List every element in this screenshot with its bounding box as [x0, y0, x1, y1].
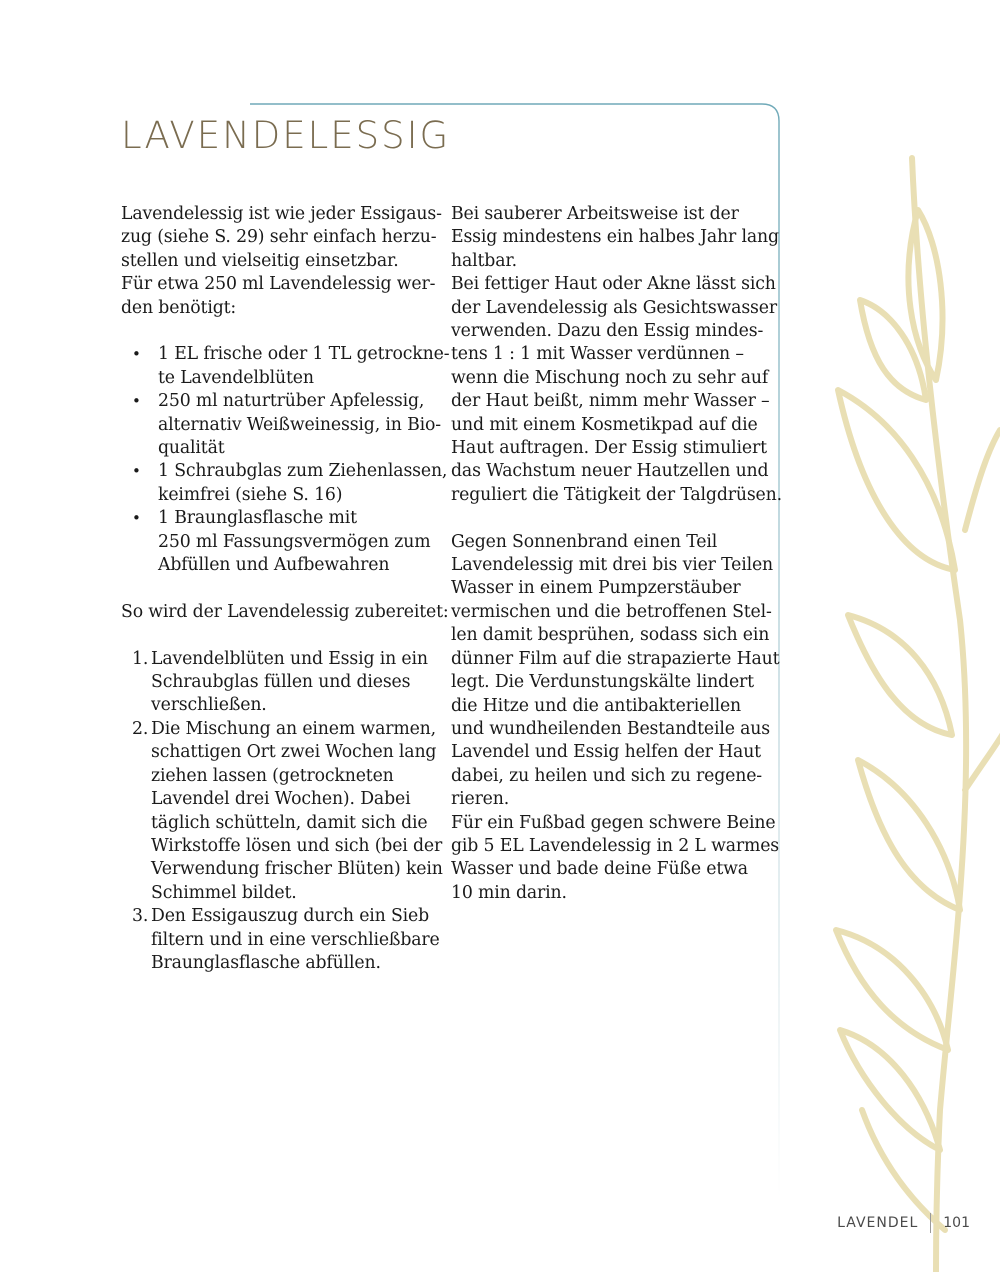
text-line: reguliert die Tätigkeit der Talgdrüsen.	[451, 484, 782, 505]
page-number: 101	[943, 1215, 970, 1231]
text-line: gib 5 EL Lavendelessig in 2 L warmes	[451, 835, 780, 856]
list-item: • 1 Schraubglas zum Ziehenlassen, keimfrei (siehe S. 16)	[121, 460, 431, 507]
footer-divider	[930, 1213, 931, 1233]
text-line: dünner Film auf die strapazierte Haut	[451, 648, 780, 669]
page-footer	[837, 1213, 970, 1233]
ingredient-list	[121, 343, 450, 577]
text-line: dabei, zu heilen und sich zu regene-	[451, 765, 762, 786]
text-line: der Haut beißt, nimm mehr Wasser –	[451, 391, 770, 412]
text-line: tens 1 : 1 mit Wasser verdünnen –	[451, 344, 744, 365]
steps-intro: So wird der Lavendelessig zubereitet:	[121, 601, 449, 622]
step-number: 2.	[132, 718, 149, 739]
text-line: legt. Die Verdunstungskälte lindert	[451, 672, 754, 693]
text-line: vermischen und die betroffenen Stel-	[451, 601, 772, 622]
list-item: 3. Den Essigauszug durch ein Sieb filtern und in eine verschließbare Braunglasflasche abfüllen.	[132, 906, 440, 973]
steps-list	[121, 648, 443, 976]
text-line: den benötigt:	[121, 297, 237, 318]
text-line: Gegen Sonnenbrand einen Teil	[451, 531, 718, 552]
list-item: • 1 EL frische oder 1 TL getrockne- te Lavendelblüten	[121, 343, 431, 390]
text-line: und mit einem Kosmetikpad auf die	[451, 414, 758, 435]
text-line: rieren.	[451, 789, 510, 810]
text-line: verwenden. Dazu den Essig mindes-	[451, 321, 764, 342]
text-line: stellen und vielseitig einsetzbar.	[121, 250, 399, 271]
text-line: das Wachstum neuer Hautzellen und	[451, 461, 769, 482]
text-line: Für ein Fußbad gegen schwere Beine	[451, 812, 776, 833]
list-item: • 250 ml naturtrüber Apfelessig, alternativ Weißweinessig, in Bio- qualität	[121, 390, 431, 460]
list-item: 1. Lavendelblüten und Essig in ein Schraubglas füllen und dieses verschließen.	[132, 648, 428, 716]
page-title: LAVENDELESSIG	[121, 114, 451, 157]
text-line: der Lavendelessig als Gesichtswasser	[451, 297, 777, 318]
text-line: Lavendelessig ist wie jeder Essigaus-	[121, 204, 442, 224]
text-line: Haut auftragen. Der Essig stimuliert	[451, 438, 767, 459]
text-line: und wundheilenden Bestandteile aus	[451, 718, 770, 739]
text-line: Essig mindestens ein halbes Jahr lang	[451, 227, 779, 248]
text-line: die Hitze und die antibakteriellen	[451, 695, 742, 716]
text-line: haltbar.	[451, 250, 517, 271]
body-paragraph	[451, 203, 782, 507]
text-line: Bei sauberer Arbeitsweise ist der	[451, 204, 739, 224]
text-line: Bei fettiger Haut oder Akne lässt sich	[451, 274, 776, 295]
step-number: 1.	[132, 648, 149, 669]
list-item: • 1 Braunglasflasche mit 250 ml Fassungsvermögen zum Abfüllen und Aufbewahren	[121, 507, 431, 577]
list-item: 2. Die Mischung an einem warmen, schattigen Ort zwei Wochen lang ziehen lassen (getrockneten Lavendel drei Wochen). Dabei täglich schütteln, damit sich die Wirkstoffe lösen und sich (bei der Verwendung frischer Blüten) kein Schimmel bildet.	[132, 718, 443, 903]
text-line: 10 min darin.	[451, 882, 567, 903]
text-line: wenn die Mischung noch zu sehr auf	[451, 367, 769, 388]
right-column	[451, 203, 782, 905]
text-line: Lavendel und Essig helfen der Haut	[451, 742, 761, 763]
left-column	[121, 203, 450, 975]
text-line: len damit besprühen, sodass sich ein	[451, 625, 770, 646]
text-line: Für etwa 250 ml Lavendelessig wer-	[121, 274, 436, 295]
text-line: Wasser in einem Pumpzerstäuber	[451, 578, 741, 599]
text-line: Lavendelessig mit drei bis vier Teilen	[451, 555, 774, 576]
body-paragraph	[451, 531, 780, 906]
lavender-branch-icon	[800, 150, 1000, 1272]
section-name: LAVENDEL	[837, 1215, 919, 1231]
step-number: 3.	[132, 906, 149, 927]
text-line: zug (siehe S. 29) sehr einfach herzu-	[121, 227, 437, 248]
text-line: Wasser und bade deine Füße etwa	[451, 859, 748, 880]
intro-paragraph	[121, 203, 442, 320]
